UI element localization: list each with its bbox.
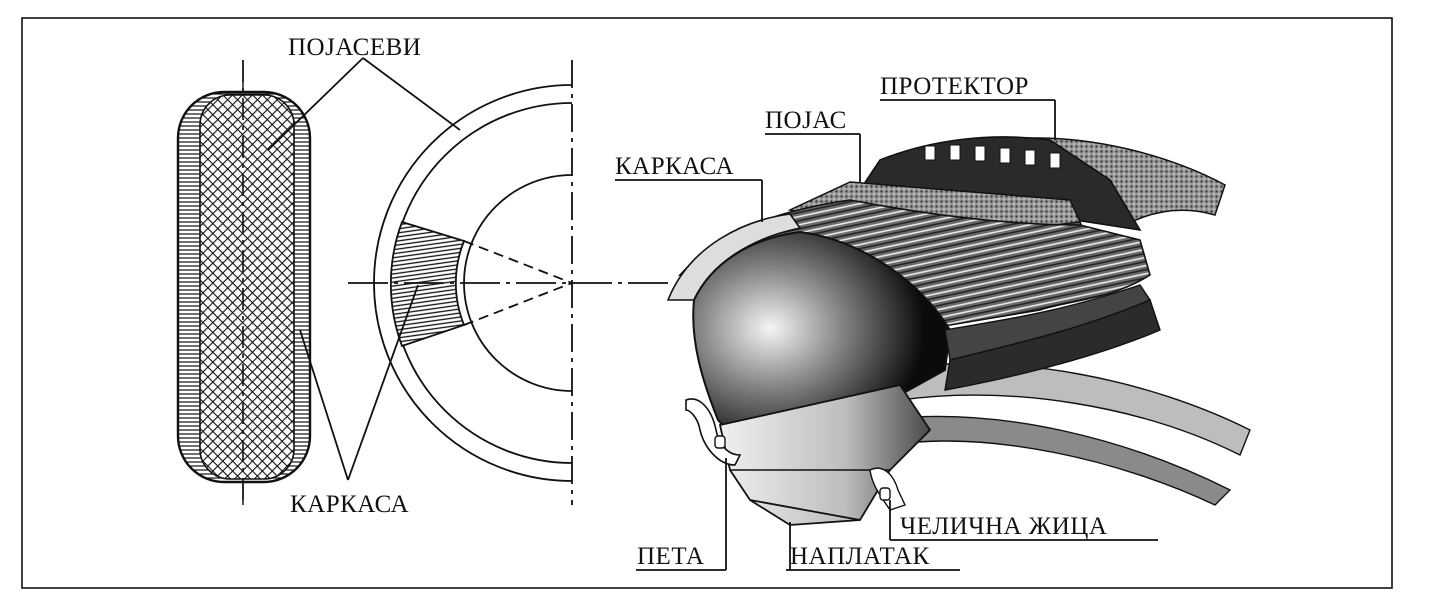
label-belts: ПОЈАСЕВИ [288,34,422,61]
label-tread: ПРОТЕКТОР [880,73,1029,100]
tire-cutaway-illustration [668,137,1250,525]
belt-leader [765,134,860,182]
tread-leader [880,100,1055,140]
label-belt: ПОЈАС [765,107,847,134]
label-carcass-right: КАРКАСА [615,153,735,180]
label-steel-wire: ЧЕЛИЧНА ЖИЦА [900,513,1108,540]
label-rim: НАПЛАТАК [790,543,930,570]
label-bead: ПЕТА [637,543,705,570]
label-carcass-left: КАРКАСА [290,491,410,518]
tire-section-front-view [178,60,310,505]
carcass-leader-right [615,180,762,222]
